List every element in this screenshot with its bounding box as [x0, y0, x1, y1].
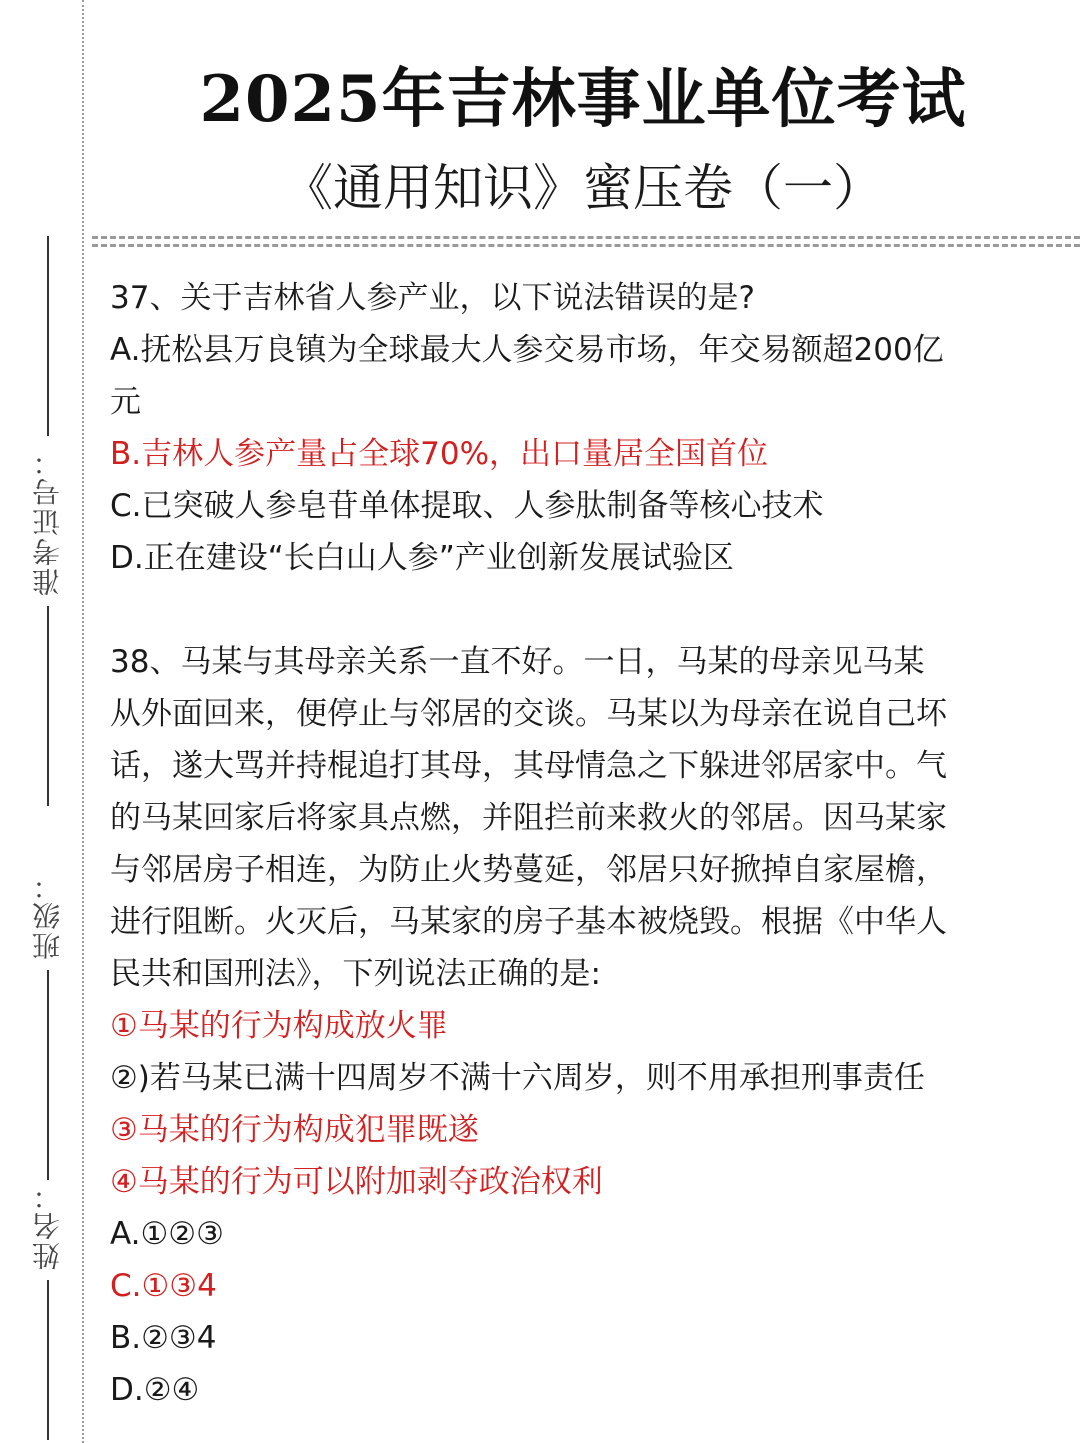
class-rule	[47, 970, 49, 1180]
q38-choice-b: B.②③4	[110, 1320, 217, 1356]
q38-statement-2: ②)若马某已满十四周岁不满十六周岁，则不用承担刑事责任	[110, 1060, 925, 1096]
q38-stem-line: 从外面回来，便停止与邻居的交谈。马某以为母亲在说自己坏	[110, 696, 947, 732]
class-field	[28, 860, 68, 1180]
q38-stem-line: 民共和国刑法》，下列说法正确的是:	[110, 956, 601, 992]
page-header	[86, 0, 1080, 240]
exam-id-field	[28, 236, 68, 806]
q37-stem: 37、关于吉林省人参产业，以下说法错误的是?	[110, 280, 755, 316]
page-subtitle: 《通用知识》蜜压卷（一）	[283, 159, 883, 217]
q38-statement-3: ③马某的行为构成犯罪既遂	[110, 1112, 479, 1148]
class-label: 班级：	[31, 870, 64, 960]
q37-option-a-line2: 元	[110, 384, 141, 420]
q37-option-a-line1: A.抚松县万良镇为全球最大人参交易市场，年交易额超200亿	[110, 332, 944, 368]
exam-id-label: 准考证号：	[31, 446, 64, 596]
name-rule	[47, 1280, 49, 1440]
exam-id-rule-bottom	[47, 606, 49, 806]
q38-stem-line: 进行阻断。火灭后，马某家的房子基本被烧毁。根据《中华人	[110, 904, 947, 940]
page-title: 2025年吉林事业单位考试	[199, 62, 967, 137]
name-field	[28, 1170, 68, 1440]
binding-strip	[0, 0, 86, 1443]
q37-option-c: C.已突破人参皂苷单体提取、人参肽制备等核心技术	[110, 488, 824, 524]
exam-id-rule-top	[47, 236, 49, 436]
q38-stem-line: 38、马某与其母亲关系一直不好。一日，马某的母亲见马某	[110, 644, 925, 680]
question-37	[110, 272, 1044, 584]
q37-option-b: B.吉林人参产量占全球70%，出口量居全国首位	[110, 436, 769, 472]
binding-dotted-line	[82, 0, 84, 1443]
q38-statement-4: ④马某的行为可以附加剥夺政治权利	[110, 1164, 603, 1200]
q38-choice-c: C.①③4	[110, 1268, 217, 1304]
question-38	[110, 636, 1044, 1416]
q38-statement-1: ①马某的行为构成放火罪	[110, 1008, 448, 1044]
q38-choice-d: D.②④	[110, 1372, 200, 1408]
q38-stem-line: 与邻居房子相连，为防止火势蔓延，邻居只好掀掉自家屋檐，	[110, 852, 947, 888]
question-content	[110, 272, 1044, 1416]
name-label: 姓名：	[31, 1180, 64, 1270]
question-gap	[110, 584, 1044, 636]
q37-option-d: D.正在建设“长白山人参”产业创新发展试验区	[110, 540, 734, 576]
separator-line-2	[92, 244, 1080, 247]
q38-choice-a: A.①②③	[110, 1216, 224, 1252]
header-separator	[92, 236, 1080, 250]
q38-stem-line: 话，遂大骂并持棍追打其母，其母情急之下躲进邻居家中。气	[110, 748, 947, 784]
separator-line-1	[92, 236, 1080, 239]
q38-stem-line: 的马某回家后将家具点燃，并阻拦前来救火的邻居。因马某家	[110, 800, 947, 836]
